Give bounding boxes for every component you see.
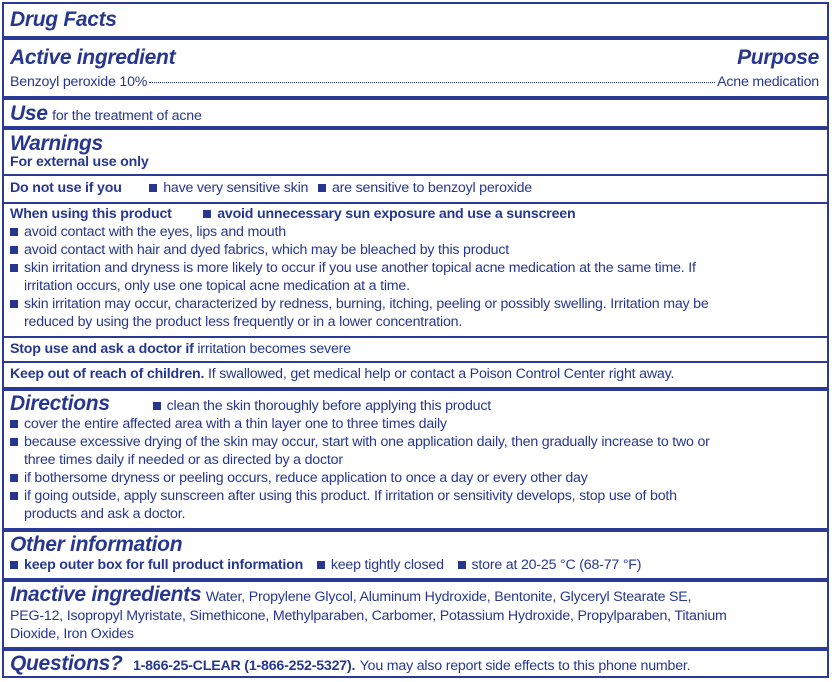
questions-text: You may also report side effects to this phone number.: [359, 658, 691, 674]
divider: [4, 528, 827, 532]
bullet-icon: [10, 246, 18, 254]
inactive-heading: Inactive ingredients: [10, 583, 202, 606]
bullet-icon: [10, 561, 18, 569]
leader-dots: [149, 82, 715, 83]
other-info-item: keep tightly closed: [330, 557, 444, 573]
bullet-icon: [318, 184, 326, 192]
divider: [4, 202, 827, 204]
when-using-row: [10, 206, 575, 223]
do-not-use-item: have very sensitive skin: [163, 180, 309, 196]
warnings-heading: Warnings: [10, 132, 103, 155]
active-ingredient-heading: Active ingredient: [10, 46, 176, 69]
do-not-use-row: [10, 180, 532, 197]
when-using-item-cont: irritation occurs, only use one topical acne medication at a time.: [24, 278, 410, 294]
use-heading: Use: [10, 102, 48, 125]
when-using-label: When using this product: [10, 206, 172, 222]
divider: [4, 387, 827, 391]
phone-number: 1-866-25-CLEAR (1-866-252-5327).: [132, 658, 356, 674]
directions-item: cover the entire affected area with a thin layer one to three times daily: [10, 416, 447, 433]
do-not-use-item: are sensitive to benzoyl peroxide: [331, 180, 532, 196]
divider: [4, 174, 827, 176]
divider: [4, 126, 827, 130]
active-ingredient-row: [10, 74, 819, 91]
keep-out-row: [10, 366, 674, 383]
directions-row: [10, 392, 491, 416]
bullet-icon: [149, 184, 157, 192]
divider: [4, 361, 827, 363]
directions-item: if going outside, apply sunscreen after using this product. If irritation or sensitivity develops, stop use of both: [10, 488, 677, 505]
when-using-item: avoid contact with the eyes, lips and mouth: [10, 224, 286, 241]
other-info-row: [10, 557, 641, 574]
divider: [4, 336, 827, 338]
active-ingredient-purpose: Acne medication: [717, 74, 819, 90]
keep-out-text: If swallowed, get medical help or contact a Poison Control Center right away.: [207, 366, 675, 382]
bullet-icon: [10, 492, 18, 500]
other-info-heading: Other information: [10, 533, 183, 556]
purpose-heading: Purpose: [737, 46, 819, 69]
directions-item: clean the skin thoroughly before applying this product: [166, 398, 492, 414]
bullet-icon: [10, 264, 18, 272]
questions-heading: Questions?: [10, 652, 123, 675]
divider: [4, 96, 827, 100]
bullet-icon: [10, 438, 18, 446]
when-using-item: avoid contact with hair and dyed fabrics, which may be bleached by this product: [10, 242, 509, 259]
do-not-use-label: Do not use if you: [10, 180, 122, 196]
bullet-icon: [203, 210, 211, 218]
directions-item: because excessive drying of the skin may occur, start with one application daily, then gradually increase to two or: [10, 434, 710, 451]
bullet-icon: [153, 402, 161, 410]
bullet-icon: [10, 474, 18, 482]
drug-facts-panel: [2, 2, 829, 678]
stop-use-label: Stop use and ask a doctor if: [10, 341, 194, 357]
directions-heading: Directions: [10, 392, 110, 415]
bullet-icon: [458, 561, 466, 569]
external-use-text: For external use only: [10, 154, 149, 170]
bullet-icon: [10, 228, 18, 236]
inactive-text: PEG-12, Isopropyl Myristate, Simethicone, Methylparaben, Carbomer, Potassium Hydroxide, Propylparaben, Titanium: [10, 608, 727, 624]
page-title: Drug Facts: [10, 8, 117, 31]
active-ingredient-name: Benzoyl peroxide 10%: [10, 74, 148, 90]
when-using-item: skin irritation may occur, characterized by redness, burning, itching, peeling or possibly swelling. Irritation may be: [10, 296, 709, 313]
divider: [4, 36, 827, 40]
use-text: for the treatment of acne: [52, 108, 202, 124]
divider: [4, 578, 827, 582]
when-using-item: skin irritation and dryness is more likely to occur if you use another topical acne medication at the same time. If: [10, 260, 696, 277]
keep-out-label: Keep out of reach of children.: [10, 366, 205, 382]
use-row: [10, 102, 202, 126]
questions-row: [10, 652, 690, 676]
inactive-text: Dioxide, Iron Oxides: [10, 626, 134, 642]
inactive-row: [10, 583, 691, 607]
bullet-icon: [317, 561, 325, 569]
when-using-item: avoid unnecessary sun exposure and use a sunscreen: [217, 206, 576, 222]
stop-use-row: [10, 341, 351, 358]
bullet-icon: [10, 420, 18, 428]
other-info-item: keep outer box for full product information: [24, 557, 304, 573]
directions-item: if bothersome dryness or peeling occurs, reduce application to once a day or every other day: [10, 470, 588, 487]
bullet-icon: [10, 300, 18, 308]
other-info-item: store at 20-25 °C (68-77 °F): [471, 557, 642, 573]
when-using-item-cont: reduced by using the product less frequently or in a lower concentration.: [24, 314, 463, 330]
stop-use-text: irritation becomes severe: [197, 341, 351, 357]
directions-item-cont: products and ask a doctor.: [24, 506, 186, 522]
divider: [4, 647, 827, 651]
directions-item-cont: three times daily if needed or as directed by a doctor: [24, 452, 343, 468]
inactive-text: Water, Propylene Glycol, Aluminum Hydroxide, Bentonite, Glyceryl Stearate SE,: [205, 589, 692, 605]
